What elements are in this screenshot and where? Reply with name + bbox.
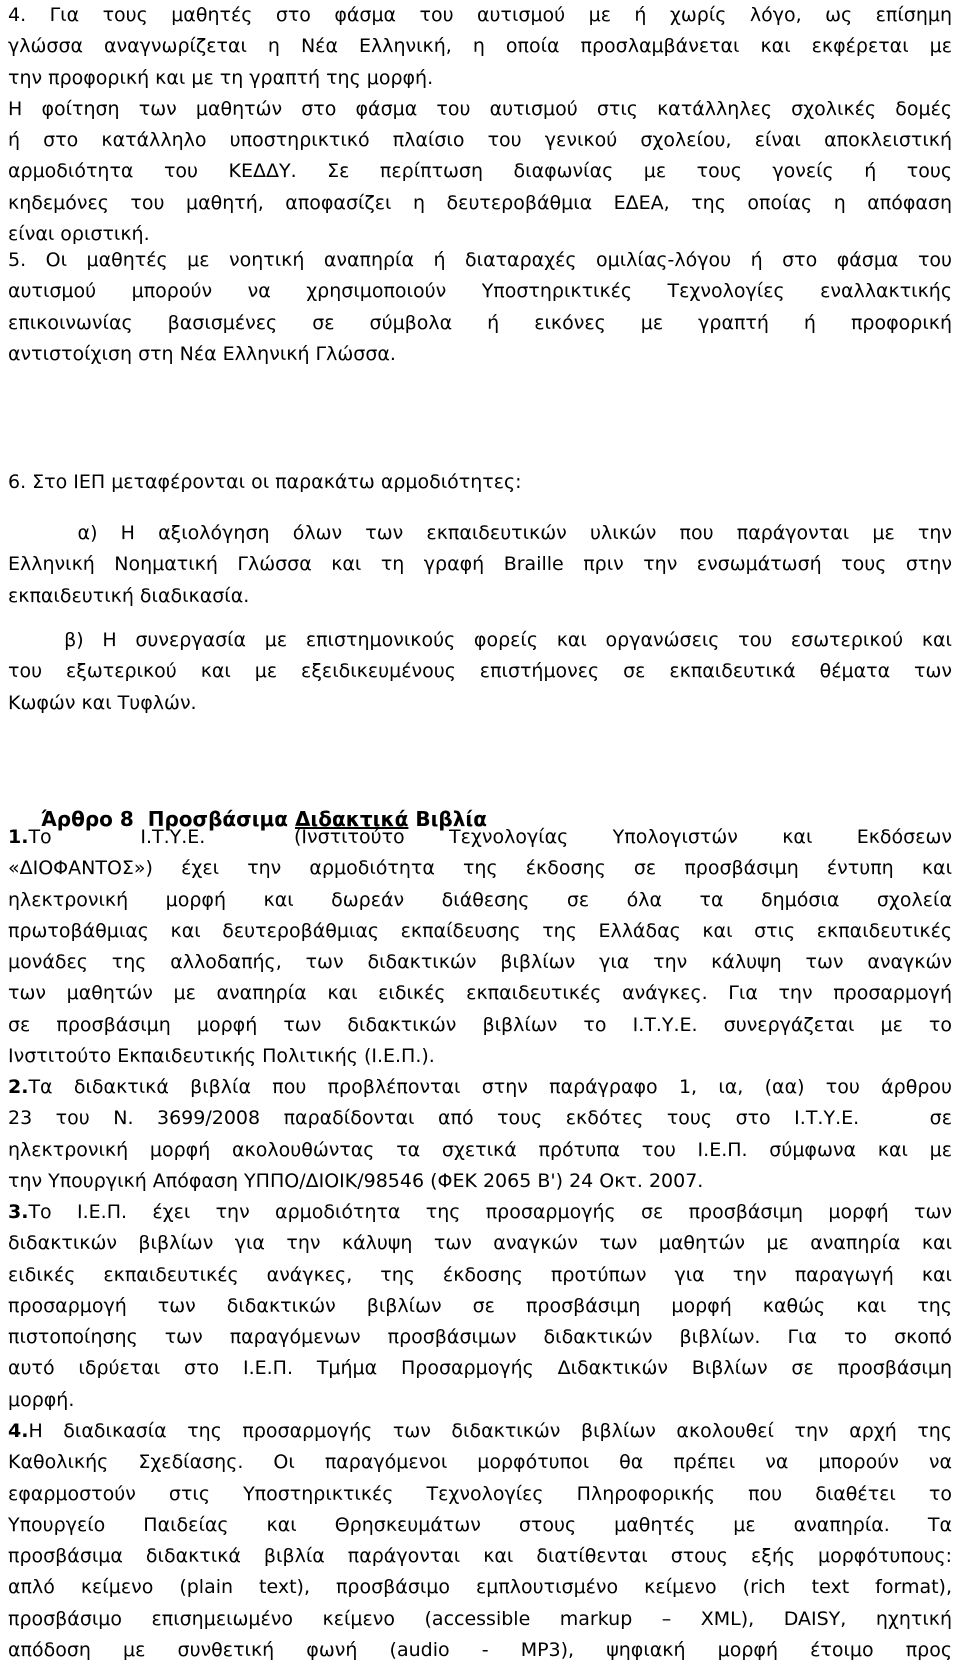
paragraph-line: την Υπουργική Απόφαση ΥΠΠΟ/ΔΙΟΙΚ/98546 (ΦΕΚ 2065 Β') 24 Οκτ. 2007. (8, 1169, 704, 1192)
paragraph-line: του εξωτερικού και με εξειδικευμένους επιστήμονες σε εκπαιδευτικά θέματα των (8, 660, 952, 683)
paragraph-line: β) Η συνεργασία με επιστημονικούς φορείς και οργανώσεις του εσωτερικού και (8, 629, 952, 651)
paragraph-line: μορφή. (8, 1388, 75, 1411)
paragraph-line (8, 1416, 952, 1447)
item-2 (8, 1072, 952, 1197)
paragraph-4 (8, 0, 952, 250)
paragraph-line: γλώσσα αναγνωρίζεται η Νέα Ελληνική, η οποία προσλαμβάνεται και εκφέρεται με (8, 35, 952, 58)
item-1 (8, 822, 952, 1072)
paragraph-line: προσβάσιμο επισημειωμένο κείμενο (accessible markup – XML), DAISY, ηχητική (8, 1607, 952, 1630)
paragraph-line: εφαρμοστούν στις Υποστηρικτικές Τεχνολογίες Πληροφορικής που διαθέτει το (8, 1482, 952, 1505)
item-3 (8, 1197, 952, 1416)
paragraph-line: ή στο κατάλληλο υποστηρικτικό πλαίσιο του γενικού σχολείου, είναι αποκλειστική (8, 129, 952, 152)
paragraph-line: Ινστιτούτο Εκπαιδευτικής Πολιτικής (Ι.Ε.Π.). (8, 1045, 435, 1068)
heading-prefix: Άρθρο 8 Προσβάσιμα (40, 807, 295, 831)
paragraph-line: Καθολικής Σχεδίασης. Οι παραγόμενοι μορφότυποι θα πρέπει να μπορούν να (8, 1451, 952, 1474)
paragraph-line: Υπουργείο Παιδείας και Θρησκευμάτων στους μαθητές με αναπηρία. Τα (8, 1513, 952, 1536)
article-8-heading (8, 765, 952, 831)
item-4 (8, 1416, 952, 1666)
paragraph-intro: 6. Στο ΙΕΠ μεταφέρονται οι παρακάτω αρμοδιότητες: (8, 471, 522, 493)
item-text: Τα διδακτικά βιβλία που προβλέπονται στην παράγραφο 1, ια, (αα) του άρθρου (28, 1076, 952, 1098)
paragraph-line: «ΔΙΟΦΑΝΤΟΣ») έχει την αρμοδιότητα της έκδοσης σε προσβάσιμη έντυπη και (8, 857, 952, 880)
paragraph-line (8, 1072, 952, 1103)
paragraph-line: αντιστοίχιση στη Νέα Ελληνική Γλώσσα. (8, 342, 396, 365)
paragraph-line: απόδοση με συνθετική φωνή (audio - MP3), ψηφιακή μορφή έτοιμο προς (8, 1639, 952, 1662)
paragraph-line: διδακτικών βιβλίων για την κάλυψη των αναγκών των μαθητών με αναπηρία και (8, 1232, 952, 1255)
heading-suffix: Βιβλία (408, 807, 487, 831)
paragraph-line: Κωφών και Τυφλών. (8, 691, 197, 714)
paragraph-line: 5. Οι μαθητές με νοητική αναπηρία ή διαταραχές ομιλίας-λόγου ή στο φάσμα του (8, 249, 952, 271)
item-number: 1. (8, 826, 29, 848)
item-text: Το Ι.Ε.Π. έχει την αρμοδιότητα της προσαρμογής σε προσβάσιμη μορφή των (28, 1201, 952, 1223)
paragraph-line: εκπαιδευτική διαδικασία. (8, 584, 250, 607)
paragraph-line: αυτισμού μπορούν να χρησιμοποιούν Υποστηρικτικές Τεχνολογίες εναλλακτικής (8, 280, 952, 303)
paragraph-line: την προφορική και με τη γραπτή της μορφή. (8, 66, 434, 89)
paragraph-line: 23 του Ν. 3699/2008 παραδίδονται από τους εκδότες τους στο Ι.Τ.Υ.Ε. σε (8, 1107, 952, 1130)
paragraph-line: αυτό ιδρύεται στο Ι.Ε.Π. Τμήμα Προσαρμογής Διδακτικών Βιβλίων σε προσβάσιμη (8, 1357, 952, 1380)
paragraph-line: προσαρμογή των διδακτικών βιβλίων σε προσβάσιμη μορφή καθώς και της (8, 1294, 952, 1317)
paragraph-line: επικοινωνίας βασισμένες σε σύμβολα ή εικόνες με γραπτή ή προφορική (8, 311, 952, 334)
paragraph-line: ηλεκτρονική μορφή ακολουθώντας τα σχετικά πρότυπα του Ι.Ε.Π. σύμφωνα και με (8, 1138, 952, 1161)
paragraph-6-item-a (8, 518, 952, 612)
paragraph-line: 4. Για τους μαθητές στο φάσμα του αυτισμού με ή χωρίς λόγο, ως επίσημη (8, 4, 952, 26)
item-text: Η διαδικασία της προσαρμογής των διδακτικών βιβλίων ακολουθεί την αρχή της (28, 1420, 952, 1442)
item-number: 4. (8, 1420, 29, 1442)
paragraph-line: πρωτοβάθμιας και δευτεροβάθμιας εκπαίδευσης της Ελλάδας και στις εκπαιδευτικές (8, 919, 952, 942)
paragraph-line (8, 822, 952, 853)
item-text: Το Ι.Τ.Υ.Ε. (Ινστιτούτο Τεχνολογίας Υπολογιστών και Εκδόσεων (28, 826, 952, 848)
paragraph-line: πιστοποίησης των παραγόμενων προσβάσιμων διδακτικών βιβλίων. Για το σκοπό (8, 1326, 952, 1349)
paragraph-line (8, 1197, 952, 1228)
paragraph-5 (8, 245, 952, 370)
item-number: 3. (8, 1201, 29, 1223)
paragraph-line: των μαθητών με αναπηρία και ειδικές εκπαιδευτικές ανάγκες. Για την προσαρμογή (8, 982, 952, 1005)
item-number: 2. (8, 1076, 29, 1098)
paragraph-line: Ελληνική Νοηματική Γλώσσα και τη γραφή Braille πριν την ενσωμάτωσή τους στην (8, 553, 952, 576)
paragraph-line: κηδεμόνες του μαθητή, αποφασίζει η δευτεροβάθμια ΕΔΕΑ, της οποίας η απόφαση (8, 191, 952, 214)
paragraph-line: απλό κείμενο (plain text), προσβάσιμο εμπλουτισμένο κείμενο (rich text format), (8, 1576, 952, 1599)
heading-underlined: Διδακτικά (294, 807, 409, 831)
paragraph-line: μονάδες της αλλοδαπής, των διδακτικών βιβλίων για την κάλυψη των αναγκών (8, 951, 952, 974)
paragraph-line: αρμοδιότητα του ΚΕΔΔΥ. Σε περίπτωση διαφωνίας με τους γονείς ή τους (8, 160, 952, 183)
paragraph-line: ηλεκτρονική μορφή και δωρεάν διάθεσης σε όλα τα δημόσια σχολεία (8, 888, 952, 911)
paragraph-6 (8, 467, 952, 498)
paragraph-line: Η φοίτηση των μαθητών στο φάσμα του αυτισμού στις κατάλληλες σχολικές δομές (8, 97, 952, 120)
paragraph-line: είναι οριστική. (8, 223, 150, 246)
paragraph-line: σε προσβάσιμη μορφή των διδακτικών βιβλίων το Ι.Τ.Υ.Ε. συνεργάζεται με το (8, 1013, 952, 1036)
paragraph-line: προσβάσιμα διδακτικά βιβλία παράγονται και διατίθενται στους εξής μορφότυπους: (8, 1545, 952, 1568)
paragraph-line: ειδικές εκπαιδευτικές ανάγκες, της έκδοσης προτύπων για την παραγωγή και (8, 1263, 952, 1286)
paragraph-6-item-b (8, 625, 952, 719)
paragraph-line: α) Η αξιολόγηση όλων των εκπαιδευτικών υλικών που παράγονται με την (8, 522, 952, 544)
